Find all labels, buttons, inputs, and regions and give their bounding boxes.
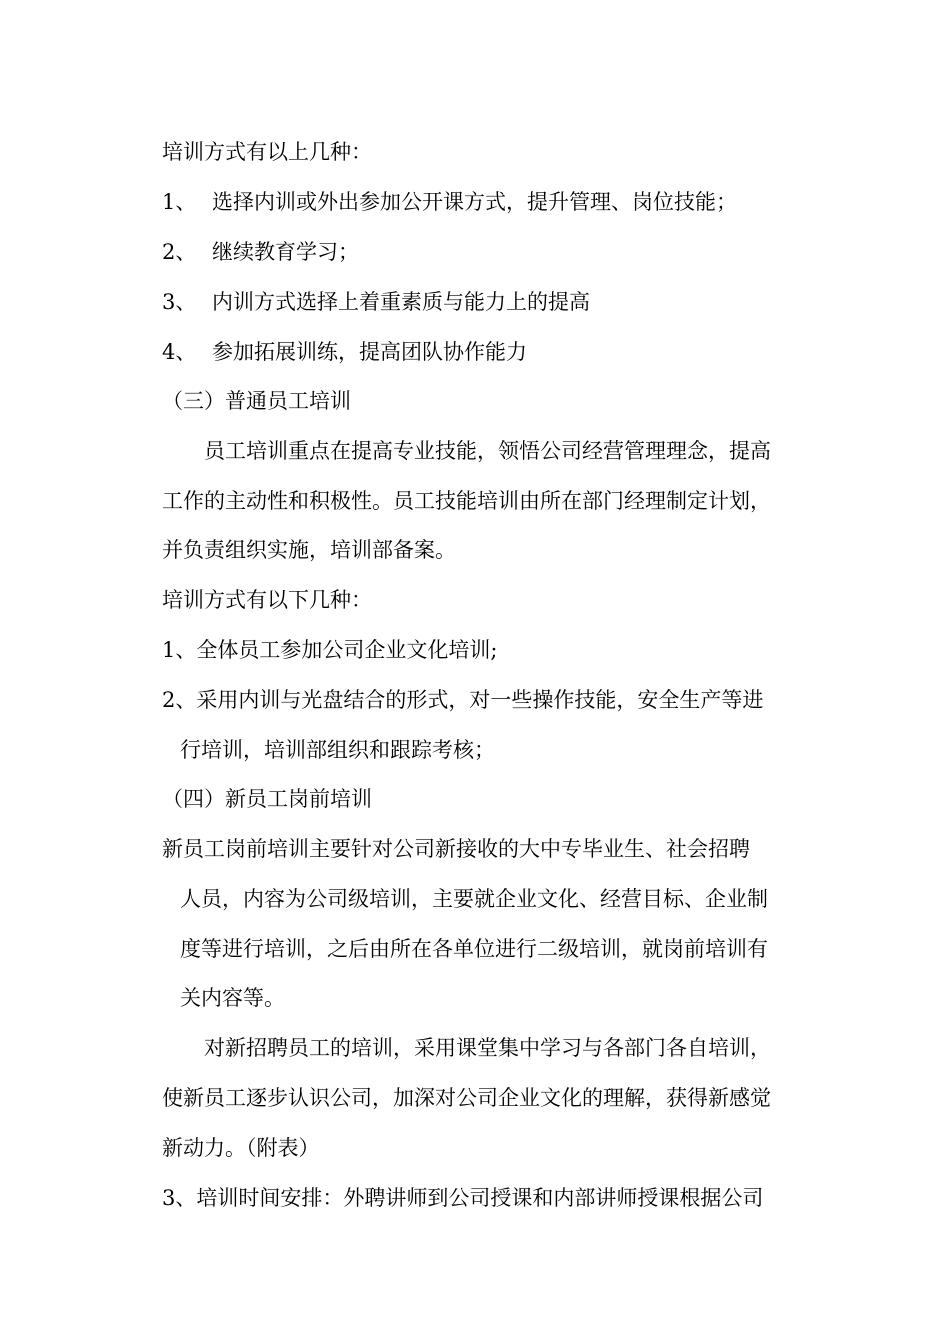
list-item (162, 338, 527, 366)
methods-intro: 培训方式有以上几种： (162, 140, 372, 164)
list-item (162, 188, 737, 216)
list-item-text: 内训方式选择上着重素质与能力上的提高 (212, 290, 590, 314)
section-3-heading: （三）普通员工培训 (162, 389, 351, 413)
section-4-paragraph-2-line: 新动力。（附表） (162, 1136, 320, 1160)
section-4-paragraph-2-line: 使新员工逐步认识公司，加深对公司企业文化的理解，获得新感觉 (162, 1086, 771, 1110)
list-item: 1、全体员工参加公司企业文化培训; (162, 638, 498, 662)
section-3-paragraph-line: 并负责组织实施，培训部备案。 (162, 538, 456, 562)
list-item-continuation: 行培训，培训部组织和跟踪考核； (180, 738, 495, 762)
section-3-paragraph-line: 员工培训重点在提高专业技能，领悟公司经营管理理念，提高 (204, 439, 771, 463)
list-item (162, 288, 590, 316)
section-4-heading: （四）新员工岗前培训 (162, 787, 372, 811)
list-item-text: 选择内训或外出参加公开课方式，提升管理、岗位技能； (212, 190, 737, 214)
section-4-paragraph-line: 关内容等。 (180, 986, 285, 1010)
list-item-text: 参加拓展训练，提高团队协作能力 (212, 340, 527, 364)
list-item-number: 3、 (162, 290, 197, 314)
methods-intro-b: 培训方式有以下几种： (162, 588, 372, 612)
section-4-paragraph-line: 度等进行培训，之后由所在各单位进行二级培训，就岗前培训有 (180, 937, 768, 961)
list-item-number: 1、 (162, 190, 197, 214)
list-item-number: 4、 (162, 340, 197, 364)
section-4-paragraph-line: 新员工岗前培训主要针对公司新接收的大中专毕业生、社会招聘 (162, 837, 750, 861)
section-4-paragraph-2-line: 对新招聘员工的培训，采用课堂集中学习与各部门各自培训， (204, 1036, 771, 1060)
section-3-paragraph-line: 工作的主动性和积极性。员工技能培训由所在部门经理制定计划， (162, 489, 771, 513)
section-4-paragraph-line: 人员，内容为公司级培训，主要就企业文化、经营目标、企业制 (180, 887, 768, 911)
list-item-number: 2、 (162, 240, 197, 264)
list-item: 2、采用内训与光盘结合的形式，对一些操作技能，安全生产等进 (162, 688, 764, 712)
list-item (162, 238, 359, 266)
schedule-item: 3、培训时间安排：外聘讲师到公司授课和内部讲师授课根据公司 (162, 1186, 764, 1210)
list-item-text: 继续教育学习； (212, 240, 359, 264)
